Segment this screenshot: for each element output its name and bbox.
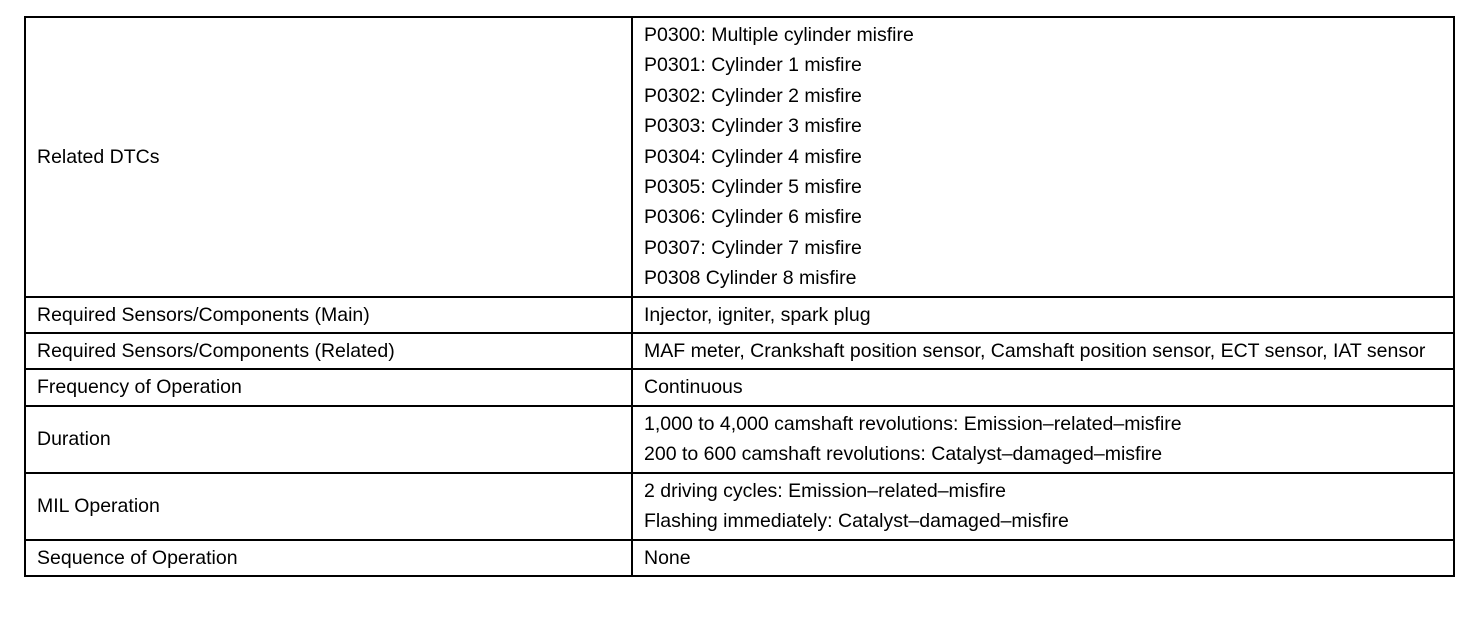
row-value bbox=[632, 333, 1454, 369]
row-value-text: 200 to 600 camshaft revolutions: Catalyst–damaged–misfire bbox=[644, 443, 1163, 466]
row-value-text: MAF meter, Crankshaft position sensor, Camshaft position sensor, ECT sensor, IAT sensor bbox=[644, 340, 1426, 363]
row-label: Duration bbox=[25, 406, 632, 473]
row-value-text: None bbox=[644, 546, 691, 569]
dtc-item: P0306: Cylinder 6 misfire bbox=[644, 206, 862, 229]
row-value-text: Injector, igniter, spark plug bbox=[644, 303, 871, 326]
row-value bbox=[632, 17, 1454, 297]
dtc-item: P0304: Cylinder 4 misfire bbox=[644, 145, 862, 168]
row-value-text: Flashing immediately: Catalyst–damaged–misfire bbox=[644, 510, 1069, 533]
dtc-item: P0302: Cylinder 2 misfire bbox=[644, 84, 862, 107]
row-label: Required Sensors/Components (Main) bbox=[25, 297, 632, 333]
row-value bbox=[632, 369, 1454, 405]
table-row-mil-operation bbox=[25, 473, 1454, 540]
dtc-item: P0308 Cylinder 8 misfire bbox=[644, 267, 857, 290]
row-label: Frequency of Operation bbox=[25, 369, 632, 405]
table-row-duration bbox=[25, 406, 1454, 473]
table-row-frequency bbox=[25, 369, 1454, 405]
table-row-main-components bbox=[25, 297, 1454, 333]
row-label: Related DTCs bbox=[25, 17, 632, 297]
row-value bbox=[632, 540, 1454, 576]
row-value-text: 1,000 to 4,000 camshaft revolutions: Emission–related–misfire bbox=[644, 412, 1182, 435]
row-value bbox=[632, 406, 1454, 473]
row-value bbox=[632, 473, 1454, 540]
row-value bbox=[632, 297, 1454, 333]
row-label: Required Sensors/Components (Related) bbox=[25, 333, 632, 369]
dtc-item: P0301: Cylinder 1 misfire bbox=[644, 54, 862, 77]
table-row-sequence bbox=[25, 540, 1454, 576]
dtc-item: P0300: Multiple cylinder misfire bbox=[644, 24, 914, 46]
row-value-text: 2 driving cycles: Emission–related–misfire bbox=[644, 479, 1006, 502]
row-label: Sequence of Operation bbox=[25, 540, 632, 576]
dtc-item: P0305: Cylinder 5 misfire bbox=[644, 176, 862, 199]
row-value-text: Continuous bbox=[644, 376, 743, 399]
table-row-related-components bbox=[25, 333, 1454, 369]
row-label: MIL Operation bbox=[25, 473, 632, 540]
dtc-spec-table bbox=[24, 16, 1455, 577]
dtc-item: P0303: Cylinder 3 misfire bbox=[644, 115, 862, 138]
table-row-related-dtcs bbox=[25, 17, 1454, 297]
dtc-item: P0307: Cylinder 7 misfire bbox=[644, 236, 862, 259]
